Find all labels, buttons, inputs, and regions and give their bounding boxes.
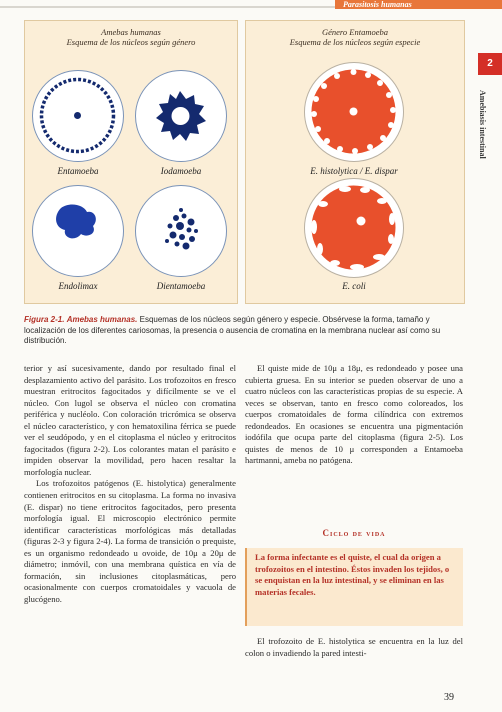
endolimax-nucleus-icon (33, 186, 122, 275)
left-column (24, 363, 236, 605)
chapter-side-label (474, 90, 500, 195)
label-iodamoeba: Iodamoeba (160, 166, 202, 176)
nucleus-endolimax (32, 185, 124, 277)
right-closing (245, 636, 463, 659)
entamoeba-nucleus-icon (33, 71, 122, 160)
histolytica-nucleus-icon (305, 63, 402, 160)
section-heading: Ciclo de vida (322, 528, 386, 538)
caption-emph: Amebas humanas. (66, 315, 138, 324)
ecoli-nucleus-icon (305, 179, 402, 276)
right-paragraph-1: El quiste mide de 10μ a 18μ, es redondeado y posee una cubierta gruesa. En su interior se pueden observar de uno a cuatro núcleos con las características propias de su especie. A veces se observan, tanto en fresco como coloreados, los cuerpos cromatoidales de forma cilíndrica con extremos redondeados. En ocasiones se encuentra una pigmentación iodófila que ocupa parte del citoplasma (figura 2-5). Los quistes de menos de 10 μ corresponden a Entamoeba hartmanni, ameba no patógena. (245, 363, 463, 466)
page-number: 39 (444, 692, 454, 703)
nucleus-iodamoeba (135, 70, 227, 162)
label-dientamoeba: Dientamoeba (156, 281, 206, 291)
right-panel-subtitle: Esquema de los núcleos según especie (289, 37, 421, 47)
left-panel-title: Amebas humanas (101, 27, 161, 37)
running-title: Parasitosis humanas (335, 0, 502, 9)
dientamoeba-nucleus-icon (136, 186, 225, 275)
header-rule (0, 6, 335, 8)
label-entamoeba: Entamoeba (57, 166, 99, 176)
left-paragraph-2: Los trofozoitos patógenos (E. histolytica) generalmente contienen eritrocitos en su citoplasma. La forma no invasiva (E. dispar) no tiene eritrocitos fagocitados, pero presenta morfología igual. El microscopio electrónico permite identificar características morfológicas más detalladas (figuras 2-3 y figura 2-4). La forma de transición o prequiste, es un organismo redondeado u ovoide, de 10μ a 20μ de diámetro; inmóvil, con una membrana quística en vía de formación, sin inclusiones citoplasmáticas, pero ocasionalmente con cuerpos cromatoidales y vacuola de glucógeno. (24, 478, 236, 604)
chapter-tab: 2 (478, 53, 502, 75)
nucleus-dientamoeba (135, 185, 227, 277)
chapter-side-text: Amebiasis intestinal (478, 90, 487, 159)
iodamoeba-nucleus-icon (136, 71, 225, 160)
nucleus-e-coli (304, 178, 404, 278)
figure-caption (24, 315, 464, 347)
caption-text: Esquemas de los núcleos según género y especie. Obsérvese la forma, tamaño y localización de los diferentes cariosomas, la presencia o ausencia de cromatina en la membrana nuclear así como su distribución. (24, 315, 441, 345)
left-paragraph-1: terior y así sucesivamente, dando por resultado final el desplazamiento activo del parásito. Los trofozoitos en fresco muestran eritrocitos fagocitados y difícilmente se ve el núcleo. Con lugol se observa el núcleo con cromatina periférica y nucléolo. Con coloración tricrómica se observa el núcleo característico, y con hematoxilina férrica se puede ver el seudópodo, y en el citoplasma el núcleo y eritrocitos fagocitados (figura 2-2). Los colorantes matan el parásito e impiden observar la movilidad, pero hacen resaltar la morfología nuclear. (24, 363, 236, 477)
right-panel-title: Género Entamoeba (321, 27, 389, 37)
caption-label: Figura 2-1. (24, 315, 65, 324)
callout-text: La forma infectante es el quiste, el cual da origen a trofozoitos en el intestino. Éstos invaden los tejidos, o se enquistan en la luz intestinal, y se eliminan en las materias fecales. (255, 552, 450, 597)
label-endolimax: Endolimax (58, 281, 98, 291)
left-panel-subtitle: Esquema de los núcleos según género (66, 37, 196, 47)
label-e-histolytica: E. histolytica / E. dispar (310, 166, 398, 176)
nucleus-e-histolytica (304, 62, 404, 162)
callout-box (245, 548, 463, 626)
right-column (245, 363, 463, 467)
nucleus-entamoeba (32, 70, 124, 162)
right-closing-text: El trofozoito de E. histolytica se encuentra en la luz del colon o invadiendo la pared intesti- (245, 636, 463, 658)
label-e-coli: E. coli (342, 281, 366, 291)
